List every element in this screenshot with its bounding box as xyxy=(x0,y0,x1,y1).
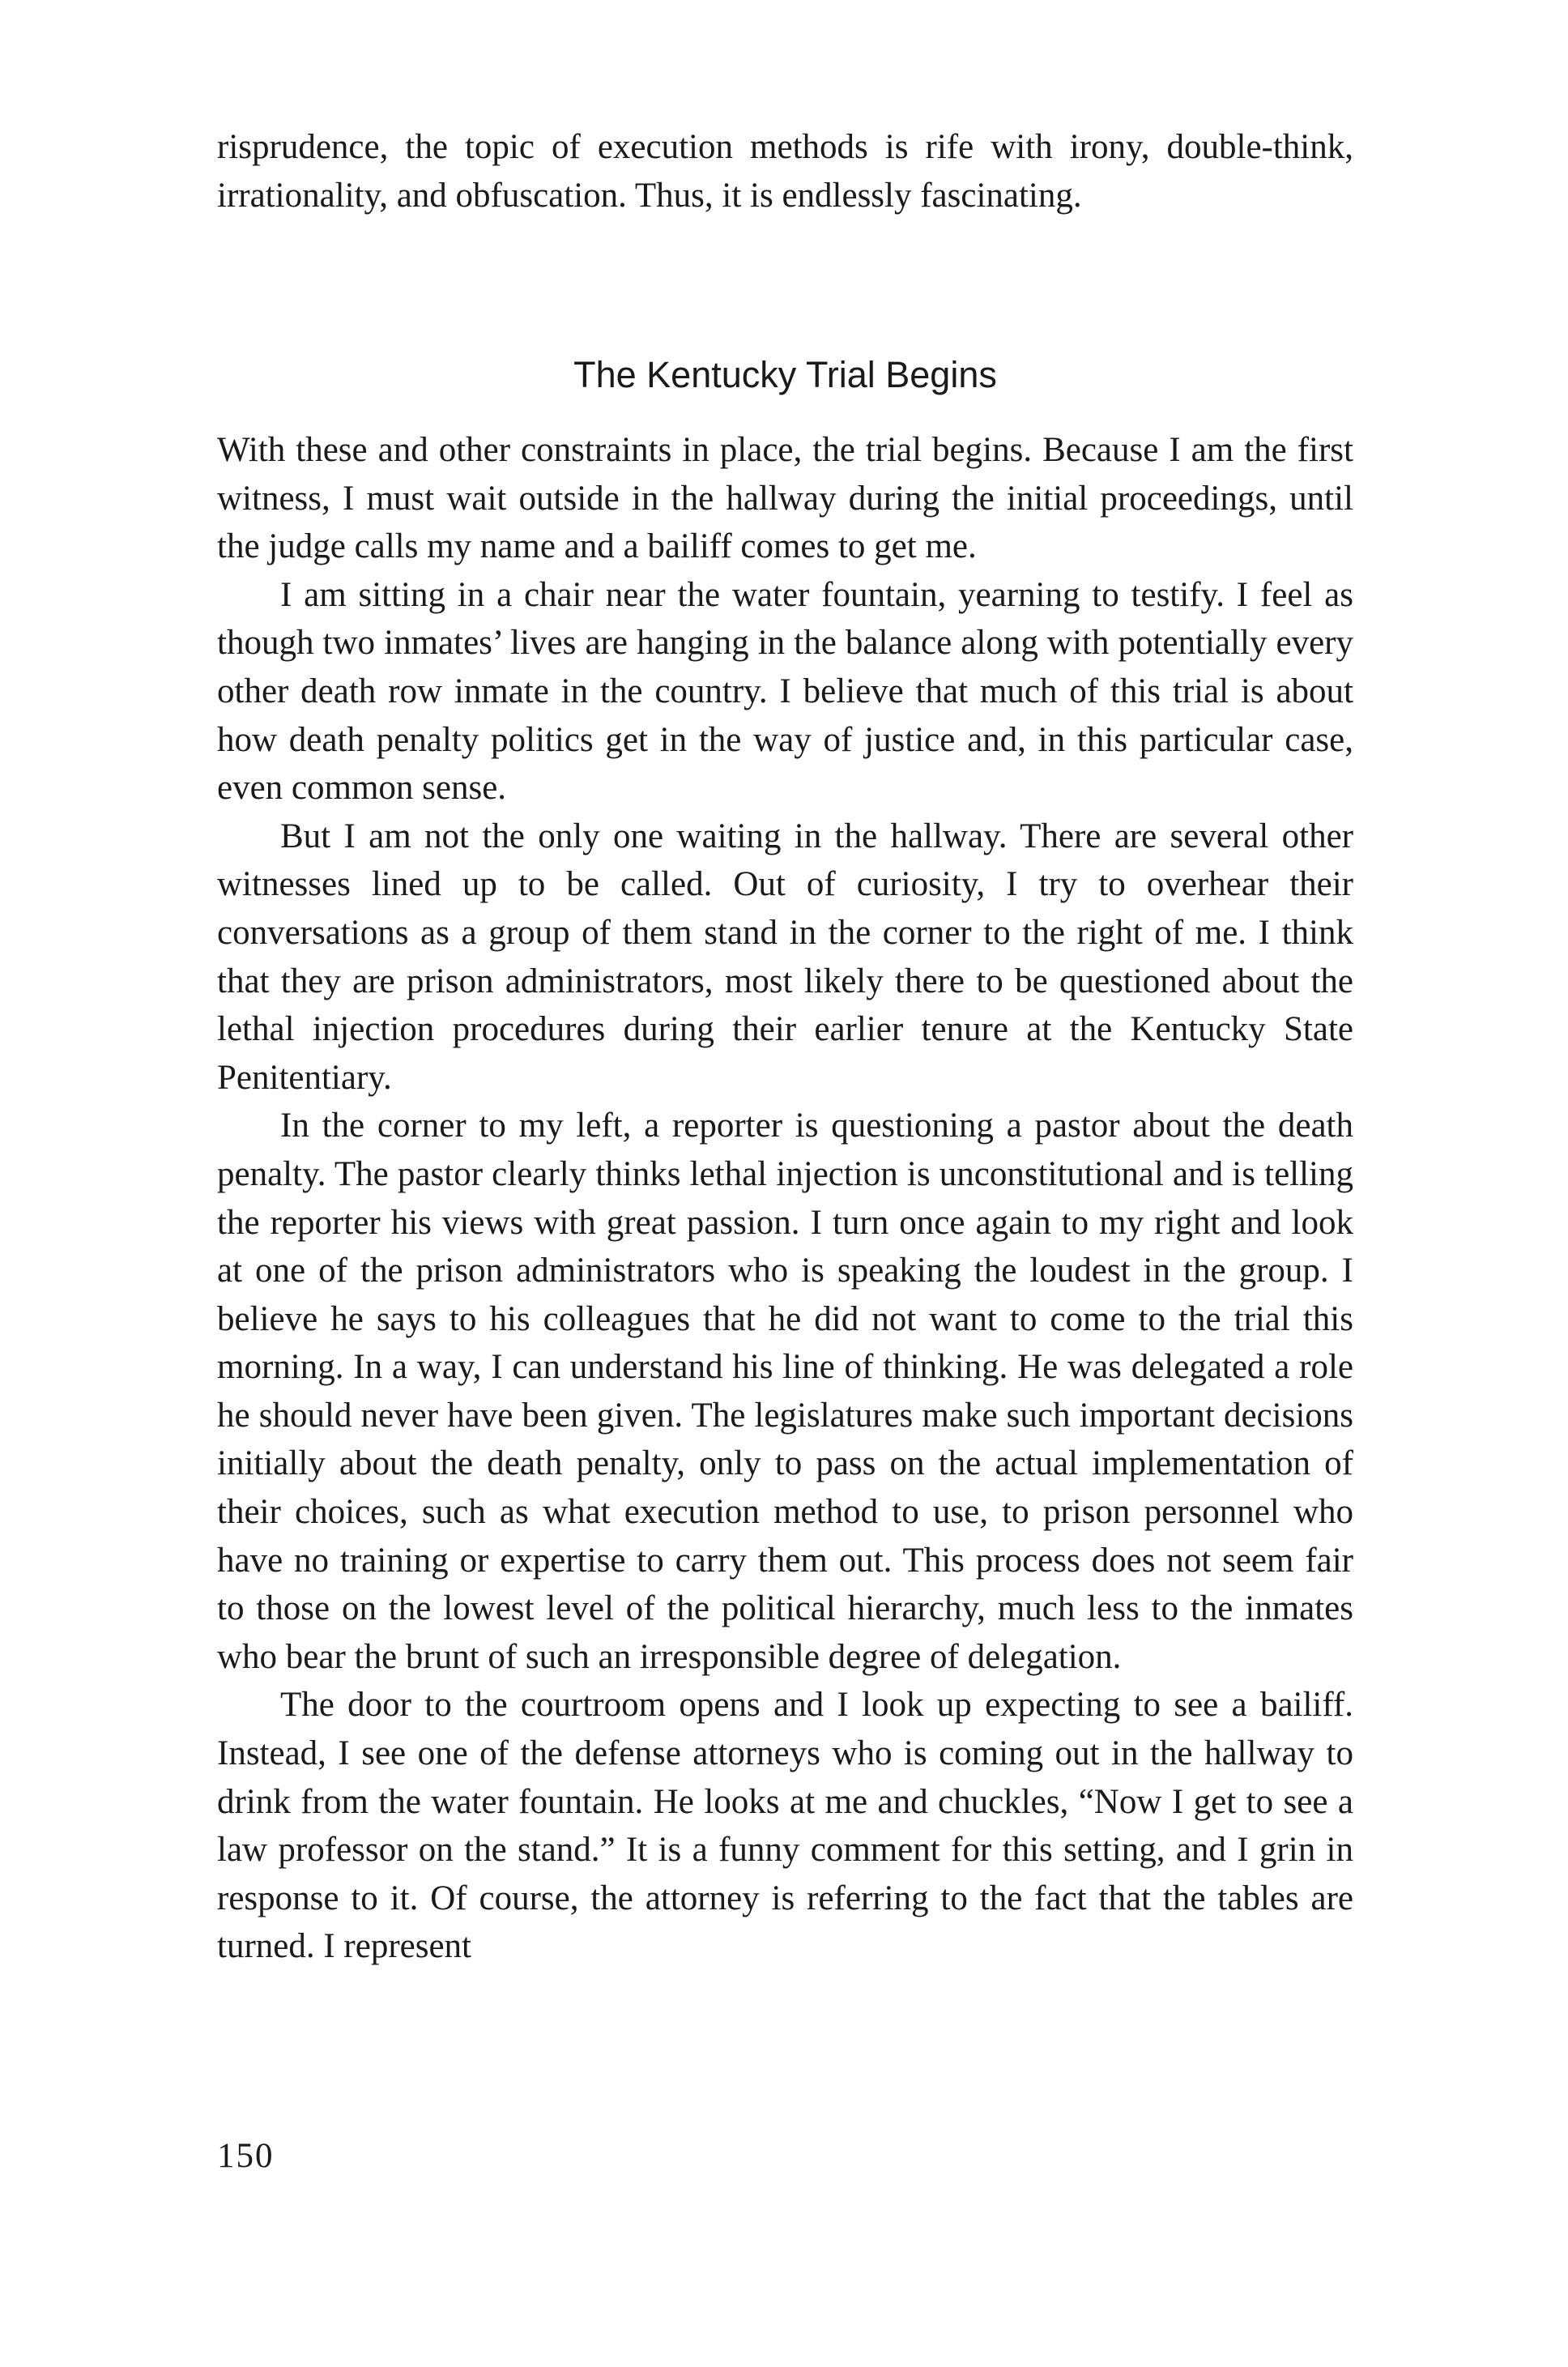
lead-paragraph-text: risprudence, the topic of execution methods is rife with irony, double-think, irrationality, and obfuscation. Thus, it is endlessly fascinating. xyxy=(217,128,1353,215)
section-heading: The Kentucky Trial Begins xyxy=(573,354,997,395)
paragraph: With these and other constraints in place, the trial begins. Because I am the first witness, I must wait outside in the hallway during the initial proceedings, until the judge calls my name and a bailiff comes to get me. xyxy=(217,431,1353,566)
body-text xyxy=(217,426,1353,1971)
paragraph: The door to the courtroom opens and I look up expecting to see a bailiff. Instead, I see one of the defense attorneys who is coming out in the hallway to drink from the water fountain. He looks at me and chuckles, “Now I get to see a law professor on the stand.” It is a funny comment for this setting, and I grin in response to it. Of course, the attorney is referring to the fact that the tables are turned. I represent xyxy=(217,1686,1353,1966)
page-number: 150 xyxy=(217,2137,275,2175)
paragraph: In the corner to my left, a reporter is questioning a pastor about the death penalty. The pastor clearly thinks lethal injection is unconstitutional and is telling the reporter his views with great passion. I turn once again to my right and look at one of the prison administrators who is speaking the loudest in the group. I believe he says to his colleagues that he did not want to come to the trial this morning. In a way, I can understand his line of thinking. He was delegated a role he should never have been given. The legislatures make such important decisions initially about the death penalty, only to pass on the actual implementation of their choices, such as what execution method to use, to prison personnel who have no training or expertise to carry them out. This process does not seem fair to those on the lowest level of the political hierarchy, much less to the inmates who bear the brunt of such an irresponsible degree of delegation. xyxy=(217,1107,1353,1676)
paragraph: I am sitting in a chair near the water fountain, yearning to testify. I feel as though two inmates’ lives are hanging in the balance along with potentially every other death row inmate in the country. I believe that much of this trial is about how death penalty politics get in the way of justice and, in this particular case, even common sense. xyxy=(217,575,1353,808)
paragraph: But I am not the only one waiting in the hallway. There are several other witnesses lined up to be called. Out of curiosity, I try to overhear their conversations as a group of them stand in the corner to the right of me. I think that they are prison administrators, most likely there to be questioned about the lethal injection procedures during their earlier tenure at the Kentucky State Penitentiary. xyxy=(217,817,1353,1097)
continued-paragraph xyxy=(217,123,1353,220)
